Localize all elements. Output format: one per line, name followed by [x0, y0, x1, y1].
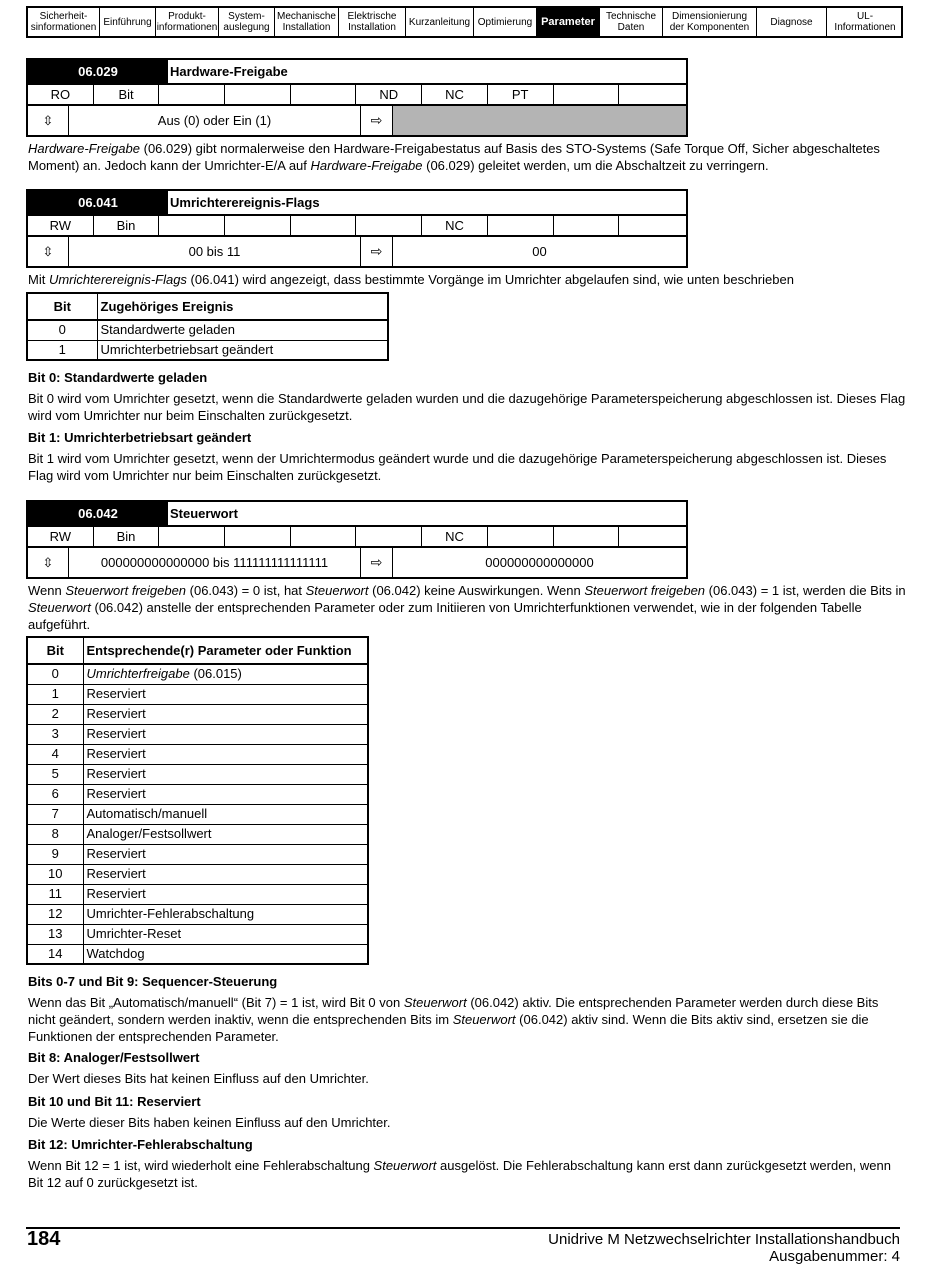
function-cell: Reserviert — [83, 784, 368, 804]
table-row — [27, 904, 368, 924]
bit-cell: 7 — [27, 804, 83, 824]
nav-tab[interactable]: Parameter — [537, 8, 600, 36]
bit-cell: 2 — [27, 704, 83, 724]
nav-tab[interactable]: Optimierung — [474, 8, 537, 36]
attr-cell: ND — [356, 85, 422, 104]
bit-cell: 14 — [27, 944, 83, 964]
bit-cell: 9 — [27, 844, 83, 864]
function-cell: Reserviert — [83, 764, 368, 784]
column-header: Bit — [27, 293, 97, 320]
attr-cell — [291, 527, 357, 546]
table-row — [27, 664, 368, 684]
attr-cell: RW — [28, 527, 94, 546]
column-header: Zugehöriges Ereignis — [97, 293, 388, 320]
chapter-nav — [26, 6, 903, 38]
param-range: 000000000000000 bis 111111111111111 — [69, 548, 361, 577]
function-cell: Automatisch/manuell — [83, 804, 368, 824]
attr-cell: PT — [488, 85, 554, 104]
function-cell: Umrichter-Reset — [83, 924, 368, 944]
attr-cell — [488, 527, 554, 546]
bit-cell: 11 — [27, 884, 83, 904]
table-row — [27, 724, 368, 744]
param-attributes — [28, 216, 686, 237]
bit-cell: 0 — [27, 320, 97, 340]
function-cell: Umrichter-Fehlerabschaltung — [83, 904, 368, 924]
param-06029-box — [26, 58, 688, 137]
table-row — [27, 684, 368, 704]
section-heading: Bit 10 und Bit 11: Reserviert — [28, 1094, 201, 1109]
table-row — [27, 764, 368, 784]
section-text: Die Werte dieser Bits haben keinen Einfluss auf den Umrichter. — [28, 1115, 391, 1130]
table-row — [27, 340, 388, 360]
param-06042-description: Wenn Steuerwort freigeben (06.043) = 0 ist, hat Steuerwort (06.042) keine Auswirkungen. Wenn Steuerwort freigeben (06.043) = 1 ist, werden die Bits in Steuerwort (06.042) anstelle der entsprechenden Parameter oder zum Initiieren von Umrichterfunktionen verwendet, wie in der folgenden Tabelle aufgeführt. — [28, 583, 906, 632]
bit-cell: 6 — [27, 784, 83, 804]
nav-tab[interactable]: Diagnose — [757, 8, 827, 36]
attr-cell: NC — [422, 85, 488, 104]
attr-cell: NC — [422, 527, 488, 546]
attr-cell: RW — [28, 216, 94, 235]
attr-cell — [225, 527, 291, 546]
function-cell: Reserviert — [83, 704, 368, 724]
table-row — [27, 804, 368, 824]
section-heading: Bit 12: Umrichter-Fehlerabschaltung — [28, 1137, 253, 1152]
attr-cell — [619, 216, 686, 235]
section-text: Wenn das Bit „Automatisch/manuell“ (Bit 7) = 1 ist, wird Bit 0 von Steuerwort (06.042) aktiv. Die entsprechenden Parameter werden durch diese Bits nicht geändert, sondern werden inaktiv, wenn die entsprechenden Bits im Steuerwort (06.042) aktiv sind. Wenn die Bits aktiv sind, ersetzen sie die Funktionen der entsprechenden Parameter. — [28, 995, 879, 1044]
range-icon: ⇳ — [28, 237, 69, 266]
function-cell: Watchdog — [83, 944, 368, 964]
table-row — [27, 844, 368, 864]
table-row — [27, 744, 368, 764]
attr-cell — [619, 85, 686, 104]
arrow-right-icon: ⇨ — [361, 237, 393, 266]
attr-cell — [291, 85, 357, 104]
function-cell: Reserviert — [83, 684, 368, 704]
attr-cell — [554, 85, 620, 104]
attr-cell — [554, 216, 620, 235]
bit-cell: 13 — [27, 924, 83, 944]
section-text: Bit 1 wird vom Umrichter gesetzt, wenn der Umrichtermodus geändert wurde und die dazugehörige Parameterspeicherung abgeschlossen ist. Dieses Flag wird vom Umrichter nur beim Einschalten zurückgesetzt. — [28, 451, 887, 483]
param-name: Hardware-Freigabe — [170, 64, 288, 79]
table-row — [27, 784, 368, 804]
attr-cell: Bin — [94, 527, 160, 546]
bit-cell: 3 — [27, 724, 83, 744]
attr-cell — [159, 216, 225, 235]
nav-tab[interactable]: Elektrische Installation — [339, 8, 406, 36]
table-row — [27, 824, 368, 844]
attr-cell — [356, 527, 422, 546]
nav-tab[interactable]: UL- Informationen — [834, 11, 896, 33]
attr-cell: Bit — [94, 85, 160, 104]
range-icon: ⇳ — [28, 548, 69, 577]
attr-cell — [554, 527, 620, 546]
param-06041-box — [26, 189, 688, 268]
param-number: 06.029 — [28, 60, 168, 83]
param-number: 06.041 — [28, 191, 168, 214]
range-icon: ⇳ — [28, 106, 69, 135]
function-cell: Reserviert — [83, 724, 368, 744]
table-row — [27, 704, 368, 724]
section-text: Wenn Bit 12 = 1 ist, wird wiederholt eine Fehlerabschaltung Steuerwort ausgelöst. Die Fehlerabschaltung kann erst dann zurückgesetzt werden, wenn Bit 12 auf 0 zurückgesetzt ist. — [28, 1158, 891, 1190]
bit-cell: 1 — [27, 684, 83, 704]
arrow-right-icon: ⇨ — [361, 548, 393, 577]
event-flags-table — [26, 292, 389, 361]
section-heading: Bits 0-7 und Bit 9: Sequencer-Steuerung — [28, 974, 278, 989]
param-range: 00 bis 11 — [69, 237, 361, 266]
param-06041-description: Mit Umrichterereignis-Flags (06.041) wird angezeigt, dass bestimmte Vorgänge im Umrichter abgelaufen sind, wie unten beschrieben — [28, 272, 794, 287]
footer-rule — [26, 1227, 900, 1229]
nav-tab[interactable]: Einführung — [100, 8, 156, 36]
nav-tab[interactable]: Kurzanleitung — [406, 8, 474, 36]
attr-cell — [488, 216, 554, 235]
footer-doc-info — [548, 1231, 900, 1265]
bit-cell: 12 — [27, 904, 83, 924]
nav-tab[interactable]: Produkt- informationen — [156, 8, 219, 36]
bit-cell: 8 — [27, 824, 83, 844]
function-cell: Reserviert — [83, 744, 368, 764]
control-word-table — [26, 636, 369, 965]
attr-cell — [619, 527, 686, 546]
table-row — [27, 864, 368, 884]
nav-tab[interactable]: Technische Daten — [600, 8, 663, 36]
param-range: Aus (0) oder Ein (1) — [69, 106, 361, 135]
attr-cell — [159, 527, 225, 546]
attr-cell — [356, 216, 422, 235]
section-text: Der Wert dieses Bits hat keinen Einfluss auf den Umrichter. — [28, 1071, 369, 1086]
param-attributes — [28, 527, 686, 548]
param-attributes — [28, 85, 686, 106]
nav-tab[interactable]: Mechanische Installation — [275, 8, 339, 36]
table-row — [27, 320, 388, 340]
bit-cell: 10 — [27, 864, 83, 884]
page-number: 184 — [27, 1228, 61, 1250]
table-row — [27, 884, 368, 904]
function-cell: Analoger/Festsollwert — [83, 824, 368, 844]
doc-title: Unidrive M Netzwechselrichter Installationshandbuch — [548, 1231, 900, 1248]
attr-cell — [225, 216, 291, 235]
nav-tab[interactable]: Sicherheit- sinformationen — [28, 8, 100, 36]
param-name: Steuerwort — [170, 506, 238, 521]
bit-cell: 1 — [27, 340, 97, 360]
bit-cell: 5 — [27, 764, 83, 784]
param-06029-description: Hardware-Freigabe (06.029) gibt normalerweise den Hardware-Freigabestatus auf Basis des STO-Systems (Safe Torque Off, Sicher abgeschaltetes Moment) an. Jedoch kann der Umrichter-E/A auf Hardware-Freigabe (06.029) geleitet werden, um die Abschaltzeit zu verringern. — [28, 141, 880, 173]
param-default: 00 — [532, 244, 547, 259]
attr-cell: NC — [422, 216, 488, 235]
nav-tab[interactable]: Dimensionierung der Komponenten — [663, 8, 757, 36]
section-text: Bit 0 wird vom Umrichter gesetzt, wenn die Standardwerte geladen wurden und die dazugehörige Parameterspeicherung abgeschlossen ist. Dieses Flag wird vom Umrichter nur beim Einschalten zurückgesetzt. — [28, 391, 906, 423]
section-heading: Bit 0: Standardwerte geladen — [28, 370, 208, 385]
section-heading: Bit 1: Umrichterbetriebsart geändert — [28, 430, 252, 445]
function-cell: Umrichterfreigabe (06.015) — [83, 664, 368, 684]
function-cell: Reserviert — [83, 864, 368, 884]
column-header: Bit — [27, 637, 83, 664]
attr-cell — [159, 85, 225, 104]
table-row — [27, 924, 368, 944]
column-header: Entsprechende(r) Parameter oder Funktion — [83, 637, 368, 664]
attr-cell — [291, 216, 357, 235]
event-cell: Standardwerte geladen — [97, 320, 388, 340]
section-heading: Bit 8: Analoger/Festsollwert — [28, 1050, 200, 1065]
attr-cell: Bin — [94, 216, 160, 235]
doc-issue: Ausgabenummer: 4 — [769, 1248, 900, 1265]
arrow-right-icon: ⇨ — [361, 106, 393, 135]
param-default — [393, 106, 686, 135]
bit-cell: 0 — [27, 664, 83, 684]
param-06042-box — [26, 500, 688, 579]
bit-cell: 4 — [27, 744, 83, 764]
nav-tab[interactable]: System- auslegung — [219, 8, 275, 36]
function-cell: Reserviert — [83, 844, 368, 864]
attr-cell — [225, 85, 291, 104]
param-name: Umrichterereignis-Flags — [170, 195, 320, 210]
event-cell: Umrichterbetriebsart geändert — [97, 340, 388, 360]
param-number: 06.042 — [28, 502, 168, 525]
attr-cell: RO — [28, 85, 94, 104]
table-row — [27, 944, 368, 964]
param-default: 000000000000000 — [485, 555, 594, 570]
function-cell: Reserviert — [83, 884, 368, 904]
